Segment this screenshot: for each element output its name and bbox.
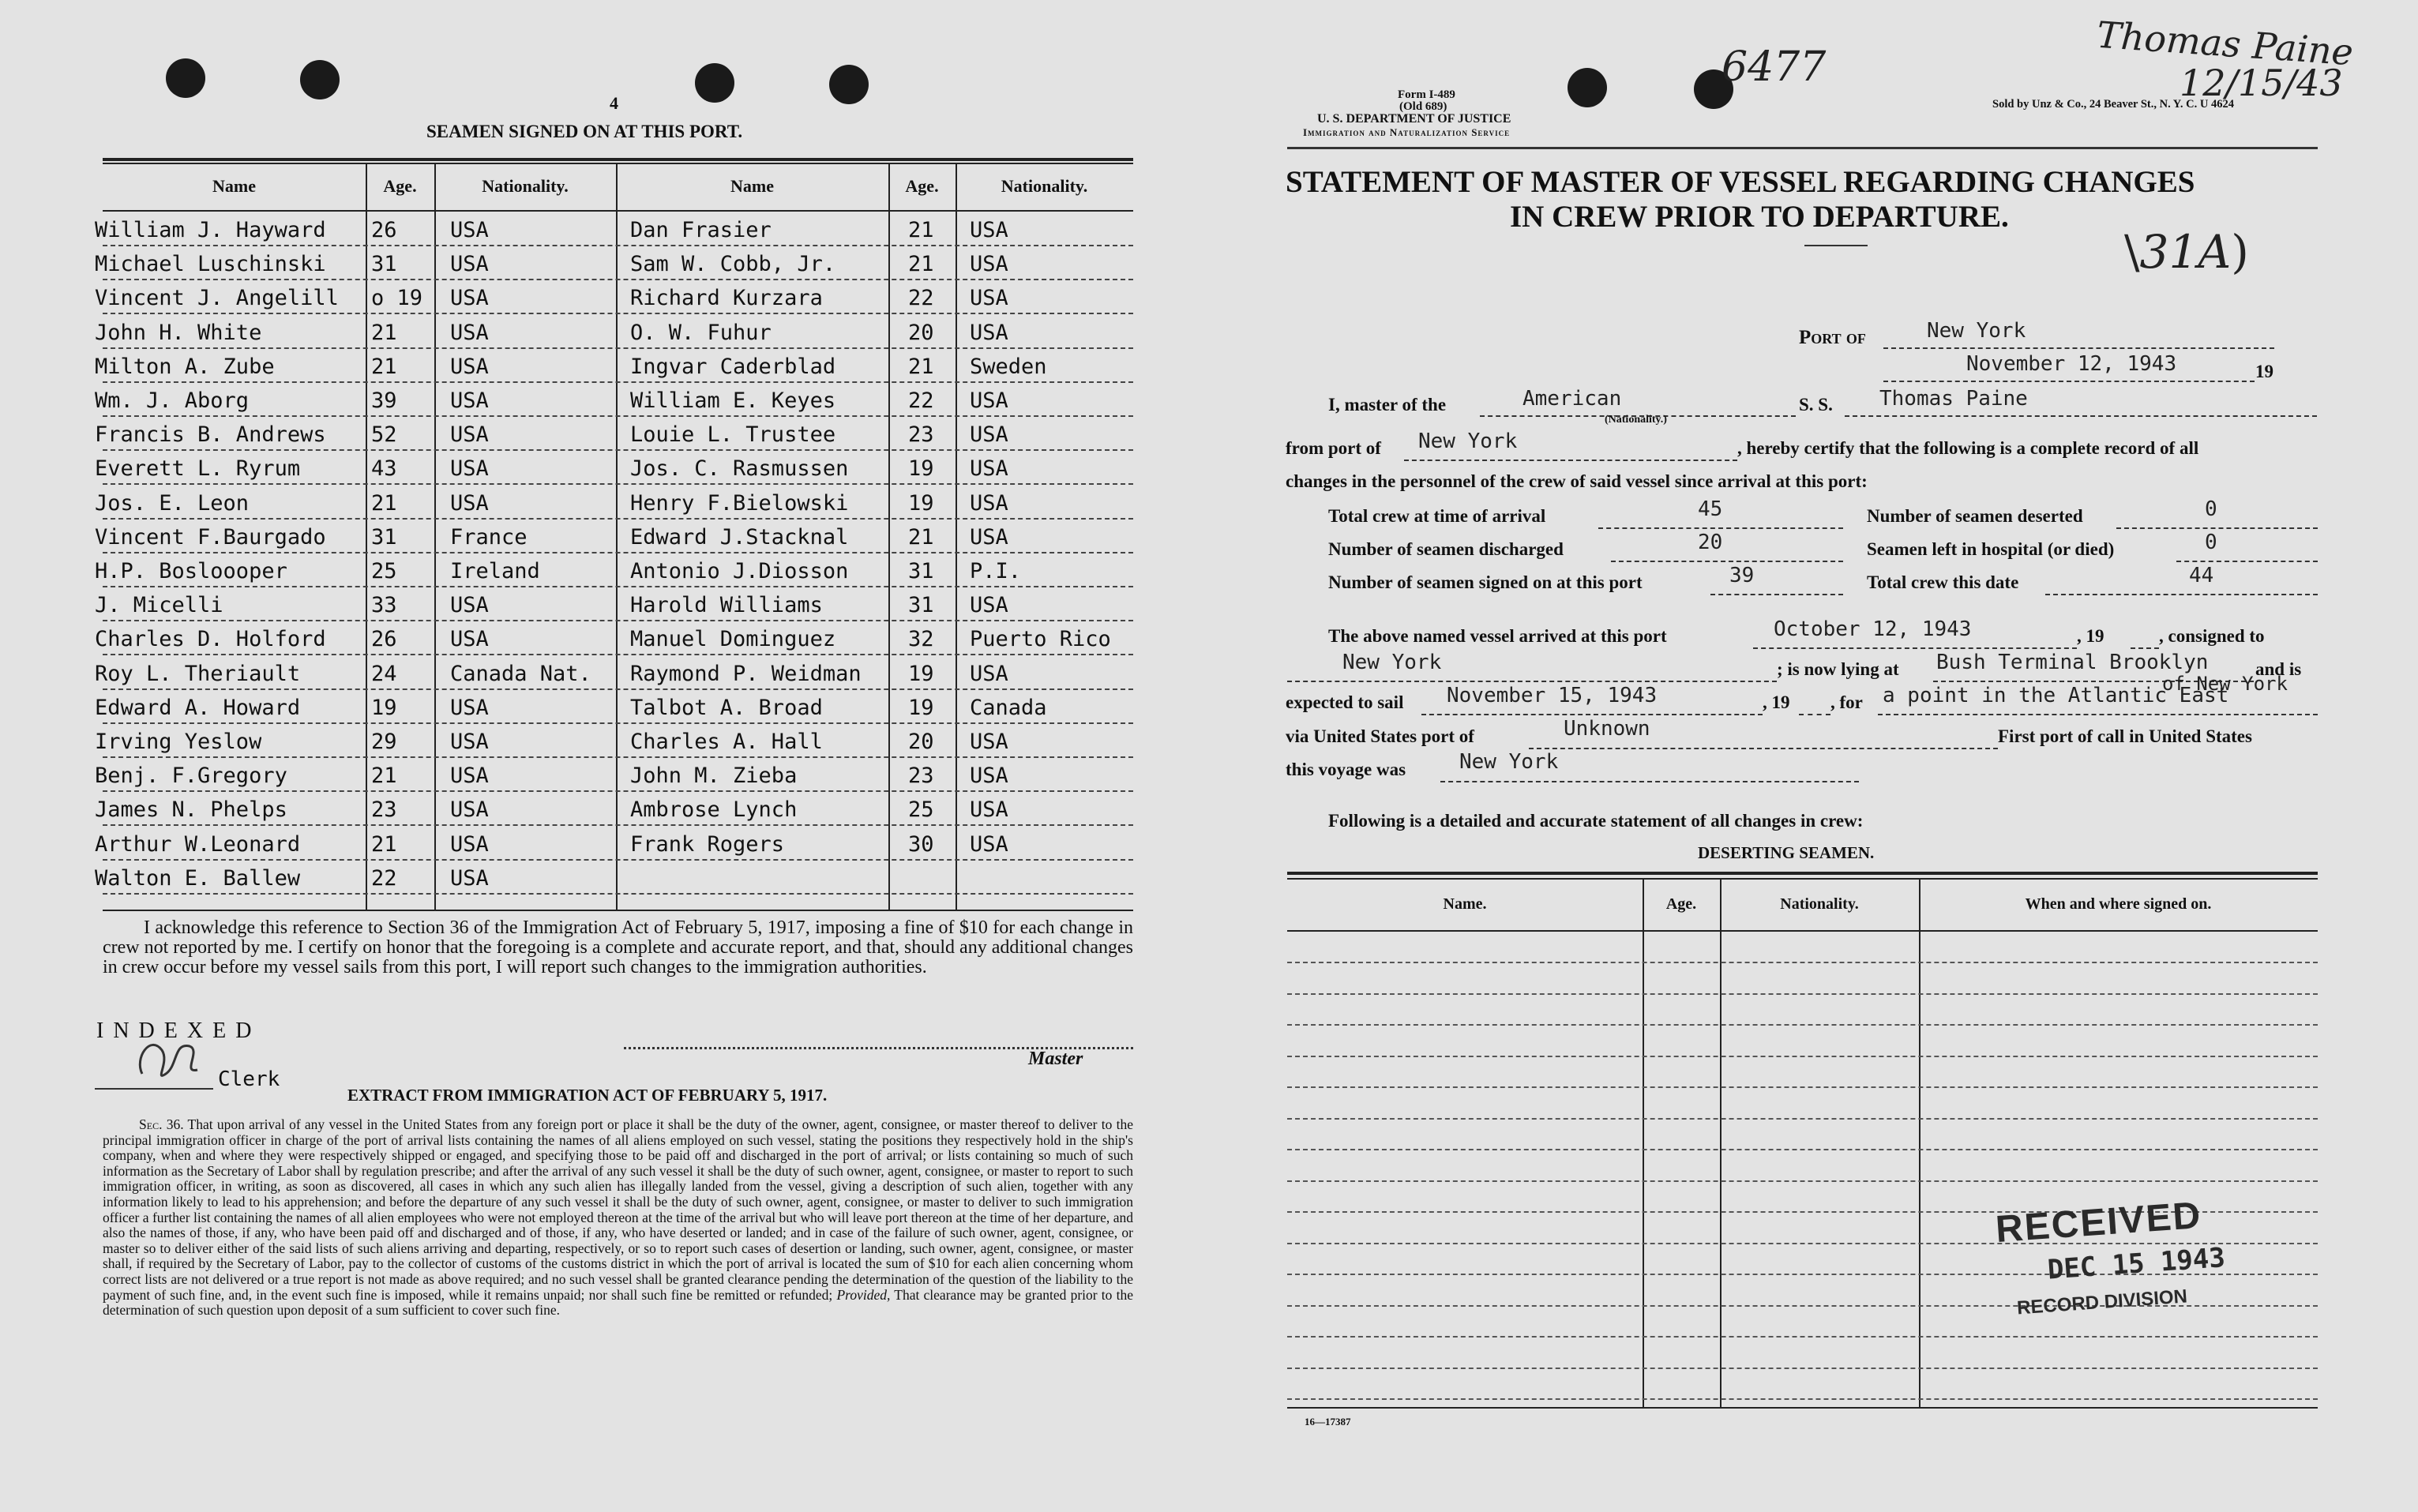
crew-name: William E. Keyes	[630, 388, 836, 413]
arrived-label: The above named vessel arrived at this port	[1328, 626, 1667, 646]
table-row	[95, 246, 1133, 280]
master-of-label: I, master of the	[1328, 395, 1447, 415]
crew-age: 22	[908, 388, 934, 413]
signed-on-label: Number of seamen signed on at this port	[1328, 572, 1643, 592]
crew-age: 22	[371, 865, 397, 891]
crew-nationality: Sweden	[970, 354, 1047, 379]
total-arrival-label: Total crew at time of arrival	[1328, 506, 1546, 526]
stamp-date: DEC 15 1943	[2046, 1242, 2227, 1286]
crew-age: 21	[908, 524, 934, 550]
column-header-nationality: Nationality.	[1780, 895, 1859, 913]
acknowledgement-text: I acknowledge this reference to Section 36 of the Immigration Act of February 5, 1917, imposing a fine of $10 for each change in crew not reported by me. I certify on honor that the foregoing is a complete and accurate report, and that, should any additional changes in crew occur before my vessel sails from this port, I will report such changes to the immigration authorities.	[103, 917, 1133, 977]
crew-age: 24	[371, 661, 397, 686]
crew-nationality: USA	[450, 730, 489, 754]
crew-name: Charles A. Hall	[630, 730, 823, 754]
crew-age: 21	[908, 218, 934, 242]
received-stamp	[1994, 1192, 2228, 1321]
discharged-value: 20	[1698, 531, 1723, 554]
crew-age: 26	[371, 627, 397, 652]
master-label: Master	[1028, 1049, 1083, 1069]
crew-age: 26	[371, 218, 397, 242]
discharged-label: Number of seamen discharged	[1328, 539, 1564, 559]
crew-nationality: P.I.	[970, 559, 1022, 583]
deserting-seamen-table	[1287, 872, 2318, 1409]
handwritten-date: 12/15/43	[2180, 62, 2343, 104]
column-header-age: Age.	[905, 176, 939, 196]
table-row	[95, 382, 1133, 417]
crew-age: 52	[371, 422, 397, 448]
crew-name: Milton A. Zube	[95, 354, 275, 379]
crew-name: Talbot A. Broad	[630, 695, 823, 720]
punch-hole	[166, 58, 205, 98]
crew-age: 21	[371, 490, 397, 516]
table-row	[95, 280, 1133, 314]
crew-name: Ambrose Lynch	[630, 797, 798, 823]
footer-code: 16—17387	[1305, 1416, 1351, 1428]
crew-age: 21	[371, 764, 397, 789]
left-page-title: SEAMEN SIGNED ON AT THIS PORT.	[426, 122, 743, 141]
crew-age: 19	[908, 661, 934, 686]
ship-name: Thomas Paine	[1879, 387, 2028, 411]
expected-value: November 15, 1943	[1447, 684, 1658, 707]
table-row	[95, 348, 1133, 383]
voyage-label: this voyage was	[1286, 760, 1406, 779]
crew-name: Walton E. Ballew	[95, 865, 301, 891]
crew-name: O. W. Fuhur	[630, 320, 772, 345]
crew-age: 23	[908, 764, 934, 789]
table-row	[95, 450, 1133, 485]
crew-nationality: Canada	[970, 695, 1047, 720]
clerk-label: Clerk	[218, 1067, 280, 1091]
crew-nationality: USA	[970, 730, 1008, 754]
crew-nationality: USA	[450, 218, 489, 242]
column-header-name: Name	[730, 176, 774, 196]
column-header-nationality: Nationality.	[1001, 176, 1088, 196]
crew-nationality: USA	[970, 456, 1008, 482]
crew-age: 43	[371, 456, 397, 482]
crew-nationality: USA	[450, 764, 489, 789]
handwritten-ship-name: Thomas Paine	[2095, 13, 2355, 74]
signed-on-value: 39	[1729, 564, 1755, 587]
deserted-value: 0	[2205, 497, 2217, 521]
crew-age: 29	[371, 730, 397, 754]
crew-nationality: Ireland	[450, 559, 540, 583]
crew-name: Richard Kurzara	[630, 286, 823, 311]
crew-name: Irving Yeslow	[95, 730, 262, 754]
arrived-value: October 12, 1943	[1774, 617, 1972, 641]
crew-name: John H. White	[95, 320, 262, 345]
crew-age: 21	[371, 320, 397, 345]
form-number: Form I-489	[1398, 88, 1455, 101]
port-of-label: Port of	[1799, 327, 1866, 348]
crew-nationality: USA	[450, 865, 489, 891]
crew-nationality: USA	[450, 456, 489, 482]
crew-age: 33	[371, 593, 397, 618]
crew-name: John M. Zieba	[630, 764, 798, 789]
table-row	[95, 826, 1133, 861]
column-header-age: Age.	[1665, 895, 1697, 913]
crew-name: Henry F.Bielowski	[630, 490, 849, 516]
nationality-label: (Nationality.)	[1605, 414, 1667, 426]
from-port-label: from port of	[1286, 438, 1381, 458]
crew-name: Edward J.Stacknal	[630, 524, 849, 550]
voyage-value: New York	[1459, 750, 1559, 774]
crew-name: J. Micelli	[95, 593, 223, 618]
table-row	[95, 689, 1133, 724]
crew-age: 25	[371, 559, 397, 583]
crew-nationality: USA	[450, 354, 489, 379]
column-header-name: Name.	[1443, 895, 1487, 913]
indexed-mark: INDEXED	[96, 1019, 261, 1043]
crew-name: Wm. J. Aborg	[95, 388, 250, 413]
crew-name: Francis B. Andrews	[95, 422, 326, 448]
for-label: , for	[1830, 692, 1863, 712]
table-row	[95, 791, 1133, 826]
crew-age: 19	[371, 695, 397, 720]
crew-nationality: Puerto Rico	[970, 627, 1111, 652]
crew-nationality: USA	[450, 831, 489, 857]
crew-nationality: USA	[450, 627, 489, 652]
crew-name: Arthur W.Leonard	[95, 831, 301, 857]
crew-age: 25	[908, 797, 934, 823]
department: U. S. DEPARTMENT OF JUSTICE	[1317, 112, 1511, 126]
crew-name: Vincent J. Angelill	[95, 286, 339, 311]
crew-name: Ingvar Caderblad	[630, 354, 836, 379]
punch-hole	[300, 60, 340, 99]
crew-name: Charles D. Holford	[95, 627, 326, 652]
crew-age: 20	[908, 320, 934, 345]
table-row	[95, 655, 1133, 690]
consignee-value: New York	[1342, 651, 1442, 674]
extract-title: EXTRACT FROM IMMIGRATION ACT OF FEBRUARY 5, 1917.	[347, 1086, 828, 1105]
crew-age: 31	[908, 593, 934, 618]
crew-nationality: USA	[970, 524, 1008, 550]
certify-text: , hereby certify that the following is a complete record of all	[1737, 438, 2199, 458]
date-value: November 12, 1943	[1966, 352, 2177, 376]
table-row	[95, 587, 1133, 621]
crew-nationality: USA	[970, 388, 1008, 413]
crew-name: Benj. F.Gregory	[95, 764, 287, 789]
table-row	[95, 416, 1133, 451]
lying-label: ; is now lying at	[1777, 659, 1899, 679]
crew-age: 20	[908, 730, 934, 754]
stamp-division: RECORD DIVISION	[2016, 1285, 2188, 1319]
crew-name: H.P. Bosloooper	[95, 559, 287, 583]
crew-name: Jos. E. Leon	[95, 490, 250, 516]
table-row	[95, 314, 1133, 349]
hospital-label: Seamen left in hospital (or died)	[1867, 539, 2115, 559]
crew-nationality: USA	[450, 388, 489, 413]
crew-name: Everett L. Ryrum	[95, 456, 301, 482]
ss-label: S. S.	[1799, 395, 1833, 415]
crew-nationality: USA	[970, 593, 1008, 618]
column-header-age: Age.	[383, 176, 417, 196]
total-date-value: 44	[2189, 564, 2214, 587]
crew-nationality: USA	[970, 831, 1008, 857]
crew-age: 19	[908, 490, 934, 516]
port-of-value: New York	[1927, 319, 2026, 343]
crew-nationality: USA	[450, 490, 489, 516]
crew-nationality: USA	[450, 695, 489, 720]
handwritten-number: 6477	[1722, 43, 1827, 91]
crew-nationality: USA	[970, 422, 1008, 448]
extract-text: Sec. 36. That upon arrival of any vessel in the United States from any foreign port or place it shall be the duty of the owner, agent, consignee, or master thereof to deliver to the principal immigration officer in charge of the port of arrival lists containing the names of all aliens employed on such vessel, stating the positions they respectively hold in the ship's company, when and where they were respectively shipped or engaged, and specifying those to be paid off and discharged in the port of arrival; or lists containing so much of such information as the Secretary of Labor shall by regulation prescribe; and after the arrival of any such vessel it shall be the duty of such owner, agent, consignee, or master to report to such immigration officer, in writing, as soon as discovered, all cases in which any such alien has illegally landed from the vessel, giving a description of such alien, together with any information likely to lead to his apprehension; and before the departure of any such vessel it shall be the duty of such owner, agent, consignee, or master to deliver to such immigration officer a further list containing the names of all alien employees who were not employed thereon at the time of the arrival but who will leave port thereon at the time of her departure, and also the names of those, if any, who have been paid off and discharged and of those, if any, who have deserted or landed; and in case of the failure of such owner, agent, consignee, or master so to deliver either of the said lists of such aliens arriving and departing, respectively, or so to report such cases of desertion or landing, such owner, agent, consignee, or master shall, if required by the Secretary of Labor, pay to the collector of customs of the customs district in which the port of arrival is located the sum of $10 for each alien concerning whom correct lists are not delivered or a true report is not made as above required; and no such vessel shall be granted clearance pending the determination of the question of the liability to the payment of such fine, and, in the event such fine is imposed, while it remains unpaid; nor shall such fine be remitted or refunded; Provided, That clearance may be granted prior to the determination of such question upon deposit of a sum sufficient to cover such fine.	[103, 1116, 1134, 1319]
crew-name: Michael Luschinski	[95, 252, 326, 277]
handwritten-mark: \31A)	[2124, 225, 2249, 279]
crew-age: 32	[908, 627, 934, 652]
crew-nationality: USA	[970, 218, 1008, 242]
first-port-label: First port of call in United States	[1998, 726, 2252, 746]
crew-age: 30	[908, 831, 934, 857]
deserted-label: Number of seamen deserted	[1867, 506, 2083, 526]
lying-value-2: of New York	[2162, 673, 2288, 695]
crew-name: Edward A. Howard	[95, 695, 301, 720]
destination-value: a point in the Atlantic East	[1883, 684, 2229, 707]
crew-age: 39	[371, 388, 397, 413]
crew-name: Roy L. Theriault	[95, 661, 301, 686]
via-value: Unknown	[1564, 717, 1650, 741]
arrived-year-prefix: , 19	[2077, 626, 2104, 646]
crew-nationality: USA	[970, 320, 1008, 345]
hospital-value: 0	[2205, 531, 2217, 554]
and-is-label: and is	[2255, 659, 2302, 679]
crew-age: o 19	[371, 286, 423, 311]
punch-hole	[1568, 68, 1607, 107]
lying-value: Bush Terminal Brooklyn	[1936, 651, 2209, 674]
crew-age: 31	[908, 559, 934, 583]
crew-name: Louie L. Trustee	[630, 422, 836, 448]
crew-name: Jos. C. Rasmussen	[630, 456, 849, 482]
from-port-value: New York	[1418, 430, 1518, 453]
old-form-number: (Old 689)	[1399, 100, 1447, 113]
table-row	[95, 860, 1133, 895]
column-header-nationality: Nationality.	[482, 176, 569, 196]
crew-age: 21	[371, 831, 397, 857]
expected-year-prefix: , 19	[1763, 692, 1790, 712]
crew-name: William J. Hayward	[95, 218, 326, 242]
crew-nationality: USA	[970, 252, 1008, 277]
clerk-initials-signature	[126, 1026, 213, 1090]
crew-age: 19	[908, 456, 934, 482]
crew-nationality: USA	[450, 797, 489, 823]
crew-name: Harold Williams	[630, 593, 823, 618]
column-header-signed-on: When and where signed on.	[2025, 895, 2212, 913]
crew-name: Vincent F.Baurgado	[95, 524, 326, 550]
page-number: 4	[610, 93, 618, 113]
crew-age: 21	[908, 252, 934, 277]
crew-name: James N. Phelps	[95, 797, 287, 823]
punch-hole	[829, 65, 869, 104]
table-row	[95, 757, 1133, 792]
table-row	[95, 553, 1133, 587]
crew-age: 21	[908, 354, 934, 379]
consigned-label: , consigned to	[2159, 626, 2265, 646]
crew-age: 21	[371, 354, 397, 379]
table-row	[95, 621, 1133, 655]
stamp-received: RECEIVED	[1994, 1194, 2203, 1251]
crew-name: Raymond P. Weidman	[630, 661, 862, 686]
nationality-value: American	[1523, 387, 1622, 411]
changes-text: changes in the personnel of the crew of said vessel since arrival at this port:	[1286, 471, 1868, 491]
crew-nationality: Canada Nat.	[450, 661, 591, 686]
service: Immigration and Naturalization Service	[1303, 126, 1511, 138]
crew-nationality: USA	[450, 593, 489, 618]
total-arrival-value: 45	[1698, 497, 1723, 521]
table-row	[95, 485, 1133, 520]
crew-age: 23	[908, 422, 934, 448]
total-date-label: Total crew this date	[1867, 572, 2019, 592]
deserting-title: DESERTING SEAMEN.	[1698, 843, 1875, 862]
punch-hole	[695, 63, 734, 103]
crew-nationality: USA	[970, 286, 1008, 311]
table-row	[95, 519, 1133, 553]
crew-name: Dan Frasier	[630, 218, 772, 242]
form-title-line2: IN CREW PRIOR TO DEPARTURE.	[1510, 200, 2009, 234]
following-text: Following is a detailed and accurate statement of all changes in crew:	[1328, 811, 1864, 831]
crew-age: 23	[371, 797, 397, 823]
crew-name: Manuel Dominguez	[630, 627, 836, 652]
crew-age: 31	[371, 252, 397, 277]
via-label: via United States port of	[1286, 726, 1474, 746]
crew-nationality: USA	[450, 252, 489, 277]
crew-age: 19	[908, 695, 934, 720]
table-row	[95, 212, 1133, 246]
crew-age: 22	[908, 286, 934, 311]
printer-note: Sold by Unz & Co., 24 Beaver St., N. Y. C. U 4624	[1992, 98, 2234, 111]
crew-nationality: USA	[450, 286, 489, 311]
date-year-prefix: 19	[2255, 362, 2273, 381]
crew-name: Sam W. Cobb, Jr.	[630, 252, 836, 277]
crew-age: 31	[371, 524, 397, 550]
crew-nationality: USA	[970, 797, 1008, 823]
crew-nationality: USA	[970, 661, 1008, 686]
crew-name: Antonio J.Diosson	[630, 559, 849, 583]
table-row	[95, 723, 1133, 758]
crew-nationality: USA	[970, 764, 1008, 789]
crew-name: Frank Rogers	[630, 831, 785, 857]
crew-nationality: France	[450, 524, 528, 550]
crew-nationality: USA	[970, 490, 1008, 516]
crew-nationality: USA	[450, 422, 489, 448]
crew-nationality: USA	[450, 320, 489, 345]
column-header-name: Name	[212, 176, 256, 196]
expected-label: expected to sail	[1286, 692, 1404, 712]
form-title-line1: STATEMENT OF MASTER OF VESSEL REGARDING CHANGES	[1286, 165, 2195, 199]
